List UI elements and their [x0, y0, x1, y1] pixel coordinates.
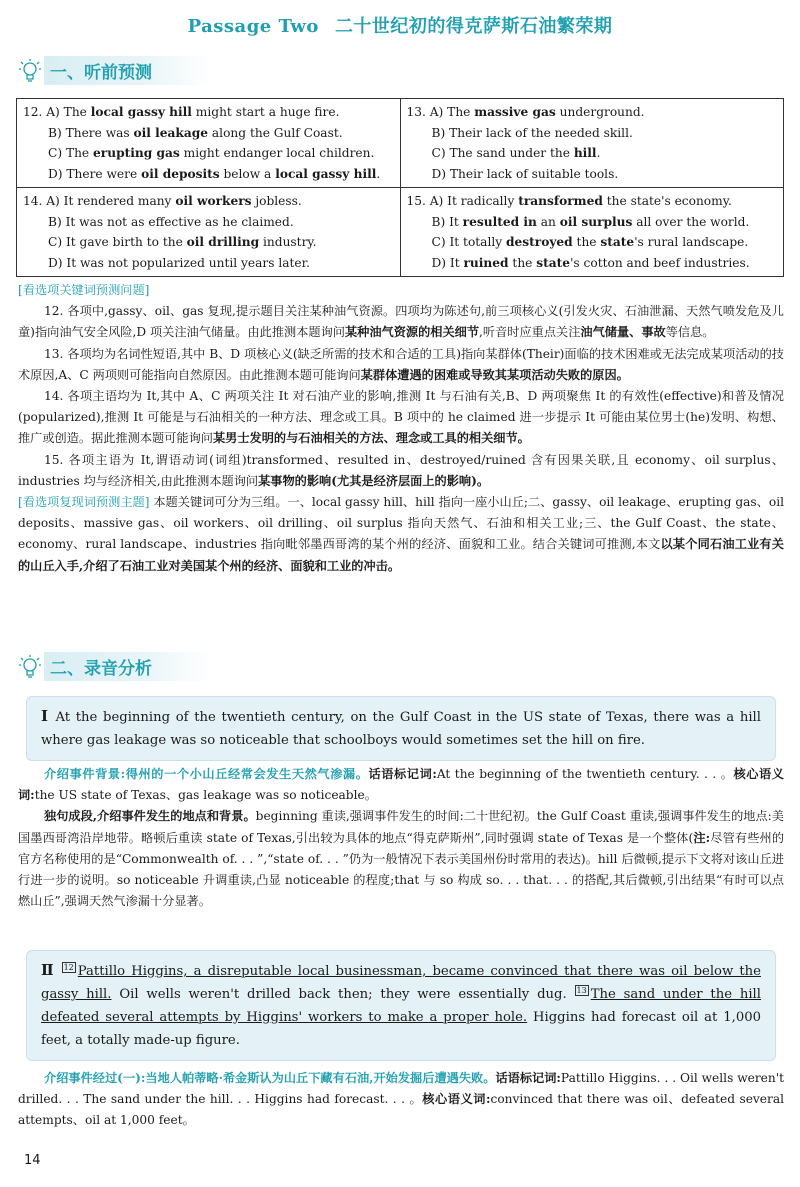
script-segment-1: Ⅰ At the beginning of the twentieth century, on the Gulf Coast in the US state of Texas, there was a hill where gas leakage was so noticeable that schoolboys would sometimes set the hill on fire. [26, 696, 776, 761]
title-chinese: 二十世纪初的得克萨斯石油繁荣期 [334, 16, 613, 37]
analysis-tag: [看选项关键词预测问题] [18, 283, 150, 297]
page-number: 14 [24, 1153, 41, 1168]
analysis-q12: 12. 各项中,gassy、oil、gas 复现,提示题目关注某种油气资源。四项均为陈述句,前三项核心义(引发火灾、石油泄漏、天然气喷发危及儿童)指向油气安全风险,D 项关注油气储量。由此推测本题询问某种油气资源的相关细节,听音时应重点关注油气储量、事故等信息。 [18, 304, 784, 340]
analysis-theme: [看选项复现词预测主题] 本题关键词可分为三组。一、local gassy hill、hill 指向一座小山丘;二、gassy、oil leakage、erupting gas、oil deposits、massive gas、oil workers、oil drilling、oil surplus 指向天然气、石油和相关工业;三、the Gulf Coast、the state、economy、rural landscape、industries 指向毗邻墨西哥湾的某个州的经济、面貌和工业。结合关键词可推测,本文以某个同石油工业有关的山丘入手,介绍了石油工业对美国某个州的经济、面貌和工业的冲击。 [18, 495, 784, 573]
analysis-q14: 14. 各项主语均为 It,其中 A、C 两项关注 It 对石油产业的影响,推测 It 与石油有关,B、D 两项聚焦 It 的有效性(effective)和普及情况(popularized),推测 It 可能是与石油相关的一种方法、理念或工具。B 项中的 he claimed 进一步提示 It 可能由某位男士(he)发明、构想、推广或创造。据此推测本题可能询问某男士发明的与石油相关的方法、理念或工具的相关细节。 [18, 389, 784, 446]
analysis-q13: 13. 各项均为名词性短语,其中 B、D 项核心义(缺乏所需的技术和合适的工具)指向某群体(Their)面临的技术困难或无法完成某项活动的技术原因,A、C 两项则可能指向自然原因。由此推测本题可能询问某群体遭遇的困难或导致其某项活动失败的原因。 [18, 346, 784, 382]
lightbulb-icon [16, 56, 42, 84]
title-english: Passage Two [187, 16, 319, 37]
question-15: 15. A) It radically transformed the state's economy. B) It resulted in an oil surplus all over the world. C) It totally destroyed the state's rural landscape. D) It ruined the state's cotton and beef industries. [400, 188, 784, 277]
script-segment-2: Ⅱ $^{12}$ Pattillo Higgins, a disreputable local businessman, became convinced that there was oil below the gassy hill. Oil wells weren't drilled back then; they were essentially dug. $^{13}$ The sand under the hill defeated several attempts by Higgins' workers to make a proper hole. Higgins had forecast oil at 1,000 feet, a totally made-up figure. [26, 950, 776, 1061]
question-13: 13. A) The massive gas underground. B) Their lack of the needed skill. C) The sand under the hill. D) Their lack of suitable tools. [400, 99, 784, 188]
section-heading-recording [16, 652, 212, 680]
section-label: 二、录音分析 [44, 652, 212, 681]
page-title [0, 12, 800, 38]
question-marker-13: 13 [576, 985, 587, 995]
section-heading-prediction [16, 56, 212, 84]
segment-1-analysis: 介绍事件背景:得州的一个小山丘经常会发生天然气渗漏。话语标记词:At the beginning of the twentieth century. . . 。核心语义词:the US state of Texas、gas leakage was so noticeable。 独句成段,介绍事件发生的地点和背景。beginning 重读,强调事件发生的时间:二十世纪初。the Gulf Coast 重读,强调事件发生的地点:美国墨西哥湾沿岸地带。略顿后重读 state of Texas,引出较为具体的地点“得克萨斯州”,同时强调 state of Texas 是一个整体(注:尽管有些州的官方名称使用的是“Commonwealth of. . . ”,“state of. . . ”仍为一般情况下表示美国州份时常用的表达)。hill 后微顿,提示下文将对该山丘进行进一步的说明。so noticeable 升调重读,凸显 noticeable 的程度;that 与 so 构成 so. . . that. . . 的搭配,其后微顿,引出结果“有时可以点燃山丘”,强调天然气渗漏十分显著。 [18, 767, 785, 909]
prediction-analysis [18, 280, 784, 577]
lightbulb-icon [16, 652, 42, 680]
question-12: 12. A) The local gassy hill might start a huge fire. B) There was oil leakage along the Gulf Coast. C) The erupting gas might endanger local children. D) There were oil deposits below a local gassy hill. [17, 99, 401, 188]
analysis-q15: 15. 各项主语为 It,谓语动词(词组)transformed、resulted in、destroyed/ruined 含有因果关联,且 economy、oil surplus、industries 均与经济相关,由此推测本题询问某事物的影响(尤其是经济层面上的影响)。 [18, 452, 784, 488]
question-marker-12: 12 [63, 962, 74, 972]
segment-2-analysis: 介绍事件经过(一):当地人帕蒂略·希金斯认为山丘下藏有石油,开始发掘后遭遇失败。话语标记词:Pattillo Higgins. . . Oil wells weren't drilled. . . The sand under the hill. . . Higgins had forecast. . . 。核心语义词:convinced that there was oil、defeated several attempts、oil at 1,000 feet。 [18, 1071, 784, 1128]
question-14: 14. A) It rendered many oil workers jobless. B) It was not as effective as he claimed. C) It gave birth to the oil drilling industry. D) It was not popularized until years later. [17, 188, 401, 277]
section-label: 一、听前预测 [44, 56, 212, 85]
options-table [16, 98, 784, 277]
